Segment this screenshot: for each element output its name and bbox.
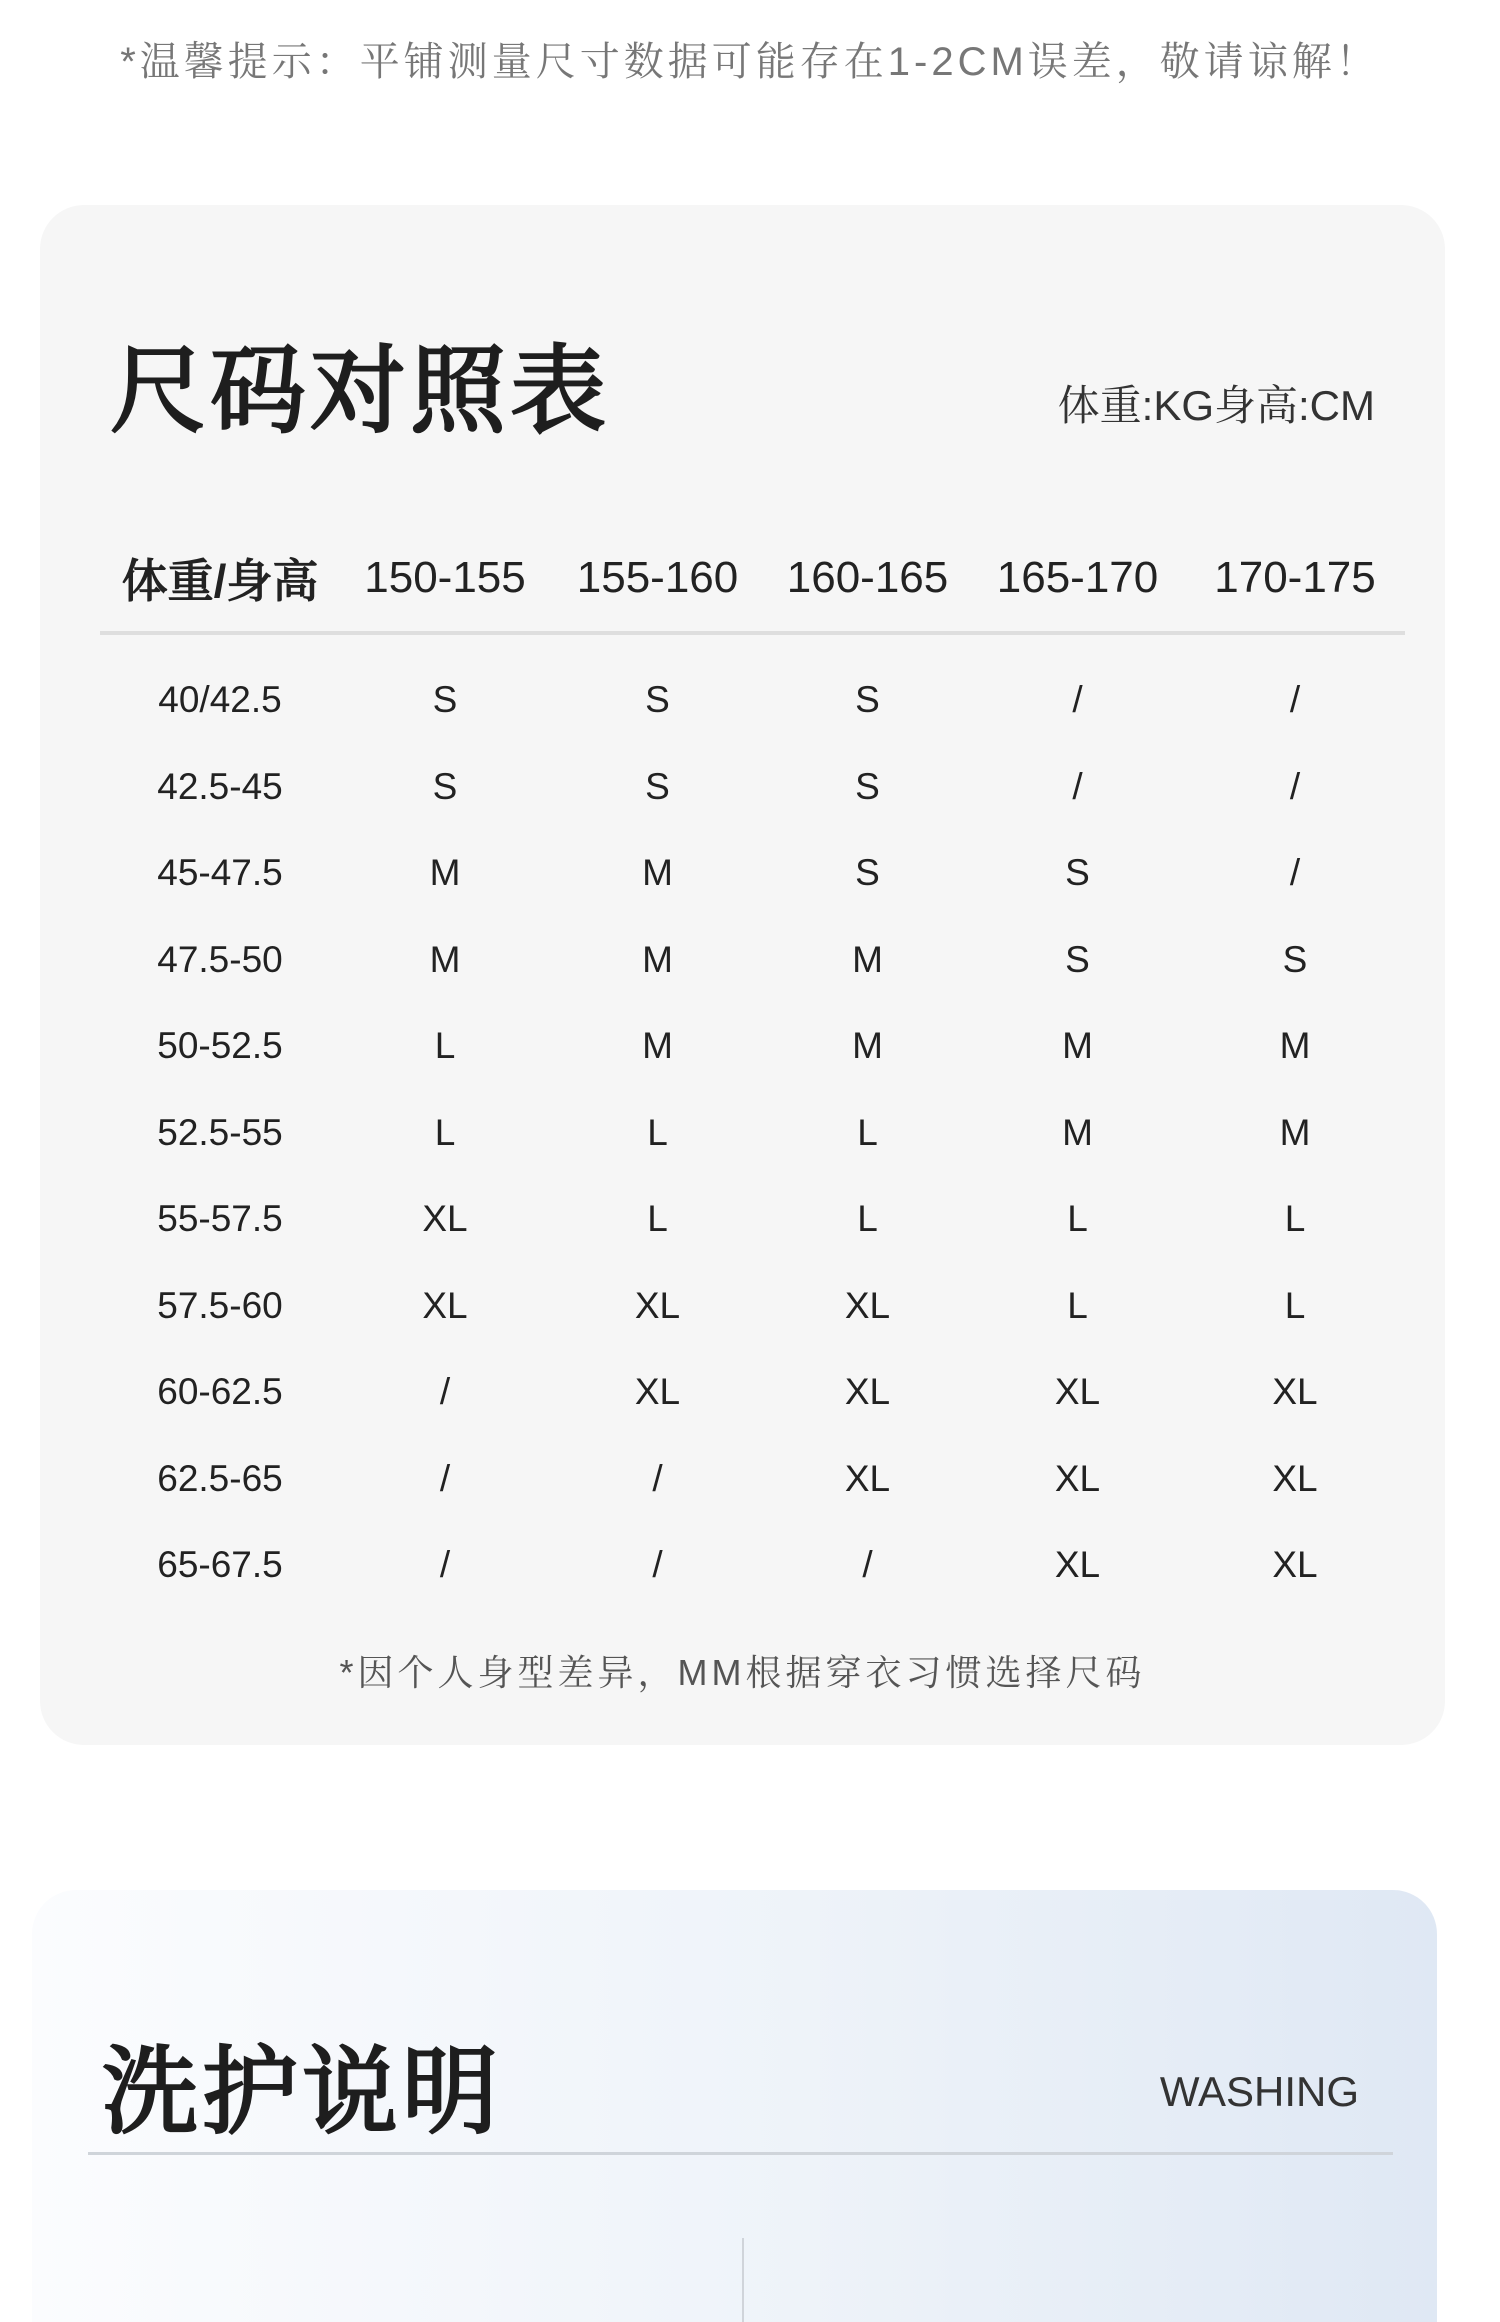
weight-range-cell: 40/42.5 [158, 679, 282, 721]
size-cell: L [1067, 1198, 1088, 1240]
table-row [100, 1349, 1405, 1436]
size-cell: L [647, 1111, 668, 1153]
size-cell: / [652, 1457, 663, 1499]
size-cell: XL [844, 1284, 891, 1326]
size-cell: L [434, 1111, 456, 1153]
size-cell: L [647, 1198, 668, 1240]
size-cell: L [434, 1025, 456, 1067]
size-cell: / [1289, 852, 1301, 894]
weight-range-cell: 42.5-45 [157, 765, 283, 807]
size-cell: M [1279, 1111, 1311, 1153]
size-cell: S [432, 765, 458, 807]
measurement-note: *温馨提示：平铺测量尺寸数据可能存在1-2CM误差，敬请谅解！ [120, 40, 1380, 84]
size-cell: XL [1272, 1371, 1318, 1413]
weight-range-cell: 65-67.5 [157, 1544, 283, 1586]
size-cell: L [857, 1198, 878, 1240]
size-cell: XL [844, 1371, 891, 1413]
table-row [100, 1176, 1405, 1263]
size-cell: / [439, 1544, 451, 1586]
size-cell: / [862, 1544, 873, 1586]
size-cell: M [1062, 1025, 1093, 1067]
washing-title: 洗护说明 [102, 2039, 502, 2146]
size-chart-card [40, 205, 1445, 1745]
size-cell: / [1289, 679, 1301, 721]
table-row [100, 1522, 1405, 1609]
size-cell: S [432, 679, 458, 721]
table-row [100, 917, 1405, 1004]
size-cell: M [852, 938, 883, 980]
header-cell: 170-175 [1214, 553, 1376, 602]
size-cell: M [429, 852, 461, 894]
size-cell: S [1282, 938, 1308, 980]
table-row [100, 1003, 1405, 1090]
header-cell: 150-155 [364, 553, 526, 602]
size-cell: XL [422, 1198, 468, 1240]
size-cell: L [1284, 1284, 1306, 1326]
size-cell: S [855, 679, 880, 721]
size-cell: S [855, 852, 880, 894]
size-cell: L [1067, 1284, 1088, 1326]
size-cell: S [1065, 938, 1090, 980]
size-cell: / [1072, 765, 1083, 807]
size-cell: M [642, 938, 673, 980]
size-chart-note: *因个人身型差异，MM根据穿衣习惯选择尺码 [339, 1652, 1146, 1693]
size-cell: / [1289, 765, 1301, 807]
table-row [100, 830, 1405, 917]
weight-range-cell: 50-52.5 [157, 1025, 283, 1067]
table-row [100, 1263, 1405, 1350]
size-cell: M [852, 1025, 883, 1067]
weight-range-cell: 45-47.5 [157, 852, 283, 894]
washing-column-divider [742, 2238, 744, 2322]
table-row [100, 657, 1405, 744]
size-cell: M [1062, 1111, 1093, 1153]
size-cell: M [642, 852, 673, 894]
size-chart-unit: 体重:KG身高:CM [1057, 382, 1375, 429]
size-chart-title: 尺码对照表 [110, 338, 610, 445]
header-cell: 体重/身高 [121, 555, 319, 607]
size-table-header [100, 525, 1405, 635]
table-row [100, 744, 1405, 831]
size-cell: XL [1272, 1544, 1318, 1586]
weight-range-cell: 52.5-55 [157, 1111, 283, 1153]
size-cell: XL [1272, 1457, 1318, 1499]
header-cell: 160-165 [786, 553, 949, 602]
weight-range-cell: 55-57.5 [157, 1198, 283, 1240]
washing-divider [88, 2152, 1393, 2155]
header-cell: 155-160 [576, 553, 739, 602]
header-cell: 165-170 [996, 553, 1159, 602]
table-row [100, 1436, 1405, 1523]
size-table-body [100, 635, 1405, 1609]
size-cell: L [1284, 1198, 1306, 1240]
size-cell: XL [1054, 1457, 1101, 1499]
size-cell: XL [844, 1457, 891, 1499]
size-cell: XL [1054, 1371, 1101, 1413]
weight-range-cell: 60-62.5 [157, 1371, 283, 1413]
size-cell: S [1065, 852, 1090, 894]
size-cell: M [642, 1025, 673, 1067]
size-cell: / [439, 1371, 451, 1413]
size-table [100, 525, 1405, 1609]
table-row [100, 1090, 1405, 1177]
washing-card [32, 1890, 1437, 2322]
size-cell: XL [634, 1371, 681, 1413]
size-cell: XL [422, 1284, 468, 1326]
size-cell: / [652, 1544, 663, 1586]
size-cell: L [857, 1111, 878, 1153]
size-cell: / [439, 1457, 451, 1499]
size-cell: S [645, 765, 670, 807]
weight-range-cell: 57.5-60 [157, 1284, 283, 1326]
size-cell: XL [1054, 1544, 1101, 1586]
weight-range-cell: 47.5-50 [157, 938, 283, 980]
size-cell: S [645, 679, 670, 721]
size-cell: / [1072, 679, 1083, 721]
weight-range-cell: 62.5-65 [157, 1457, 283, 1499]
size-cell: S [855, 765, 880, 807]
size-cell: XL [634, 1284, 681, 1326]
size-cell: M [429, 938, 461, 980]
washing-subtitle: WASHING [1159, 2068, 1359, 2115]
size-cell: M [1279, 1025, 1311, 1067]
